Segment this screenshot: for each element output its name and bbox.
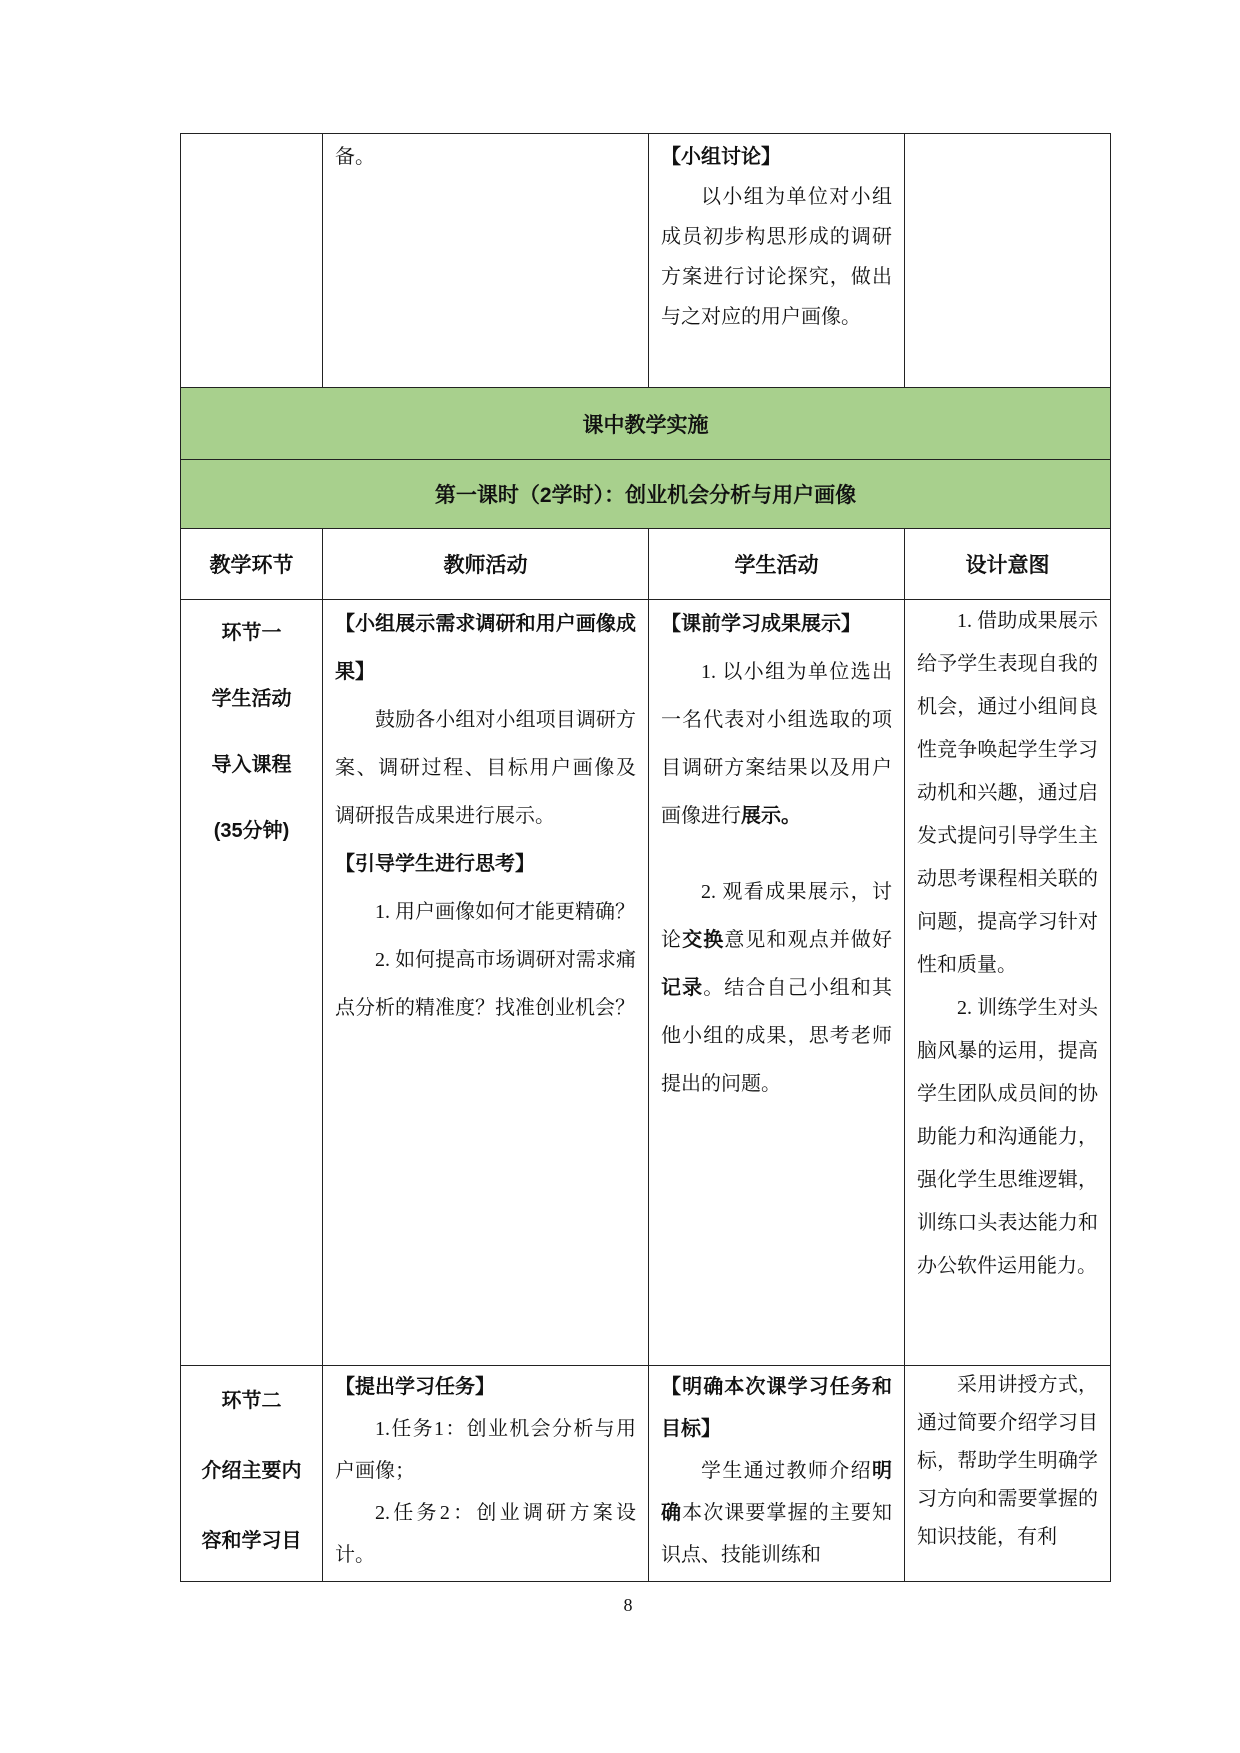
session-title: 第一课时（2学时）：创业机会分析与用户画像	[181, 460, 1111, 529]
table-row-stage1	[181, 600, 1111, 1366]
table-row-partial	[181, 134, 1111, 388]
cell-stage2-intent	[905, 1366, 1111, 1582]
session-band-row	[181, 460, 1111, 529]
intent-lecture-paragraph: 采用讲授方式，通过简要介绍学习目标，帮助学生明确学习方向和需要掌握的知识技能，有利	[917, 1374, 1098, 1548]
bold-run: 交换	[682, 929, 725, 951]
cell-partial-teacher	[323, 134, 649, 388]
teacher-heading-tasks: 【提出学习任务】	[335, 1376, 495, 1398]
stage1-line: (35分钟)	[213, 820, 290, 842]
table-row-stage2	[181, 1366, 1111, 1582]
cell-stage1-teacher	[323, 600, 649, 1366]
bold-run: 展示。	[741, 805, 801, 827]
section-band-row	[181, 388, 1111, 460]
stage2-line: 介绍主要内	[201, 1460, 302, 1482]
column-header-stage: 教学环节	[181, 529, 323, 600]
teacher-task-2: 2.任务2：创业调研方案设计。	[335, 1502, 636, 1566]
stage1-line: 学生活动	[211, 688, 292, 710]
student-heading-pre-class-showcase: 【课前学习成果展示】	[661, 613, 861, 635]
stage2-line: 环节二	[221, 1390, 282, 1412]
cell-stage1-intent	[905, 600, 1111, 1366]
stage2-line: 容和学习目	[201, 1530, 302, 1552]
cell-stage2-student	[649, 1366, 905, 1582]
column-header-row	[181, 529, 1111, 600]
group-discussion-body: 以小组为单位对小组成员初步构思形成的调研方案进行讨论探究，做出与之对应的用户画像。	[661, 186, 892, 328]
cell-partial-intent	[905, 134, 1111, 388]
page-number: 8	[623, 1595, 633, 1615]
section-title: 课中教学实施	[181, 388, 1111, 460]
column-header-teacher: 教师活动	[323, 529, 649, 600]
teacher-text-continued: 备。	[335, 146, 375, 168]
stage1-line: 环节一	[221, 622, 282, 644]
teacher-paragraph: 鼓励各小组对小组项目调研方案、调研过程、目标用户画像及 调研报告成果进行展示。	[335, 709, 636, 827]
teacher-heading-guide-thinking: 【引导学生进行思考】	[335, 853, 535, 875]
bold-run: 记录	[661, 977, 704, 999]
cell-stage1-label	[181, 600, 323, 1366]
student-item-1: 1. 以小组为单位选出一名代表对小组选取的项目调研方案结果以及用户画像进行展示。	[661, 661, 892, 827]
cell-stage2-label	[181, 1366, 323, 1582]
teacher-question-1: 1. 用户画像如何才能更精确？	[375, 901, 635, 923]
stage1-line: 导入课程	[211, 754, 292, 776]
bold-run: 明确	[661, 1460, 892, 1524]
teacher-task-1: 1.任务1：创业机会分析与用户画像；	[335, 1418, 636, 1482]
intent-paragraph-1: 1. 借助成果展示给予学生表现自我的机会，通过小组间良性竞争唤起学生学习动机和兴趣，通过启发式提问引导学生主动思考课程相关联的问题，提高学习针对性和质量。	[917, 610, 1098, 976]
cell-stage2-teacher	[323, 1366, 649, 1582]
student-heading-clarify-goals: 【明确本次课学习任务和目标】	[661, 1376, 892, 1440]
cell-stage1-student	[649, 600, 905, 1366]
column-header-intent: 设计意图	[905, 529, 1111, 600]
teacher-question-2: 2. 如何提高市场调研对需求痛点分析的精准度？找准创业机会？	[335, 949, 636, 1019]
intent-paragraph-2: 2. 训练学生对头脑风暴的运用，提高学生团队成员间的协助能力和沟通能力，强化学生思维逻辑，训练口头表达能力和办公软件运用能力。	[917, 997, 1098, 1277]
column-header-student: 学生活动	[649, 529, 905, 600]
teacher-heading-showcase: 【小组展示需求调研和用户画像成果】	[335, 613, 636, 683]
cell-partial-student	[649, 134, 905, 388]
student-clarify-paragraph: 学生通过教师介绍明确本次课要掌握的主要知识点、技能训练和	[661, 1460, 893, 1566]
student-item-2: 2. 观看成果展示，讨论交换意见和观点并做好记录。结合自己小组和其他小组的成果，思考老师提出的问题。	[661, 881, 893, 1095]
lesson-plan-table	[180, 133, 1111, 1582]
group-discussion-heading: 【小组讨论】	[661, 146, 781, 168]
cell-partial-stage	[181, 134, 323, 388]
